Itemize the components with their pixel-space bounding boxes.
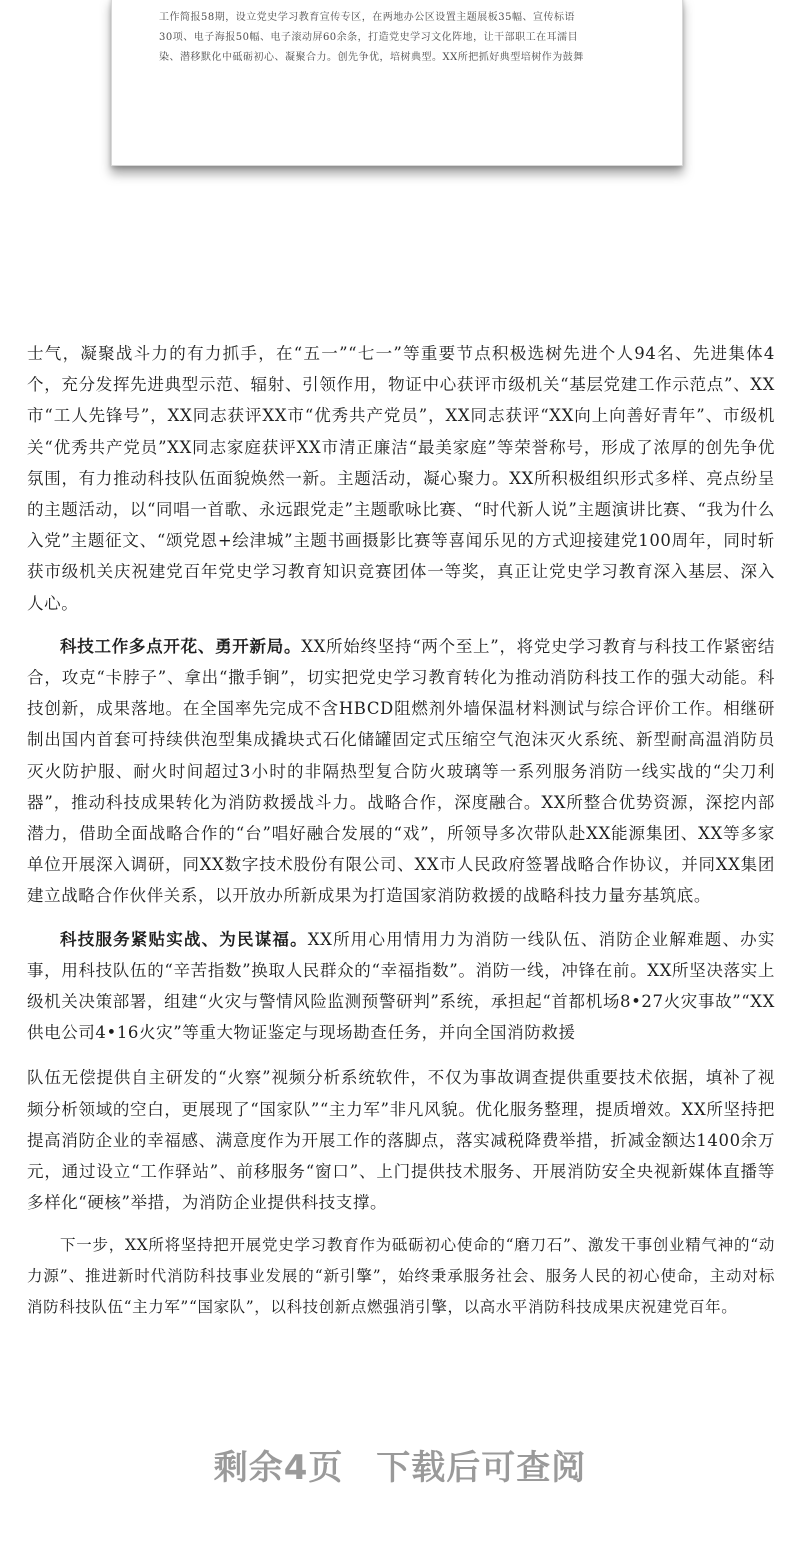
body-paragraph: 士气，凝聚战斗力的有力抓手，在“五一”“七一”等重要节点积极选树先进个人94名、先进集体4个，充分发挥先进典型示范、辐射、引领作用，物证中心获评市级机关“基层党建工作示范点”、XX市“工人先锋号”，XX同志获评XX市“优秀共产党员”，XX同志获评“XX向上向善好青年”、市级机关“优秀共产党员”XX同志家庭获评XX市清正廉洁“最美家庭”等荣誉称号，形成了浓厚的创先争优氛围，有力推动科技队伍面貌焕然一新。主题活动，凝心聚力。XX所积极组织形式多样、亮点纷呈的主题活动，以“同唱一首歌、永远跟党走”主题歌咏比赛、“时代新人说”主题演讲比赛、“我为什么入党”主题征文、“颂党恩+绘津城”主题书画摄影比赛等喜闻乐见的方式迎接建党100周年，同时斩获市级机关庆祝建党百年党史学习教育知识竞赛团体一等奖，真正让党史学习教育深入基层、深入人心。 [27, 344, 775, 613]
remaining-pages-label: 剩余4页 [213, 1448, 344, 1488]
body-paragraph [27, 924, 775, 1049]
download-prompt[interactable] [0, 1440, 800, 1489]
preview-line: 染、潜移默化中砥砺初心、凝聚合力。创先争优，培树典型。XX所把抓好典型培树作为鼓舞 [159, 52, 584, 63]
paragraph-text: XX所始终坚持“两个至上”，将党史学习教育与科技工作紧密结合，攻克“卡脖子”、拿出“撒手锏”，切实把党史学习教育转化为推动消防科技工作的强大动能。科技创新，成果落地。在全国率先完成不含HBCD阻燃剂外墙保温材料测试与综合评价工作。相继研制出国内首套可持续供泡型集成撬块式石化储罐固定式压缩空气泡沫灭火系统、新型耐高温消防员灭火防护服、耐火时间超过3小时的非隔热型复合防火玻璃等一系列服务消防一线实战的“尖刀利器”，推动科技成果转化为消防救援战斗力。战略合作，深度融合。XX所整合优势资源，深挖内部潜力，借助全面战略合作的“台”唱好融合发展的“戏”，所领导多次带队赴XX能源集团、XX等多家单位开展深入调研，同XX数字技术股份有限公司、XX市人民政府签署战略合作协议，并同XX集团建立战略合作伙伴关系，以开放办所新成果为打造国家消防救援的战略科技力量夯基筑底。 [27, 636, 776, 906]
preview-line: 工作简报58期，设立党史学习教育宣传专区，在两地办公区设置主题展板35幅、宣传标语 [159, 12, 575, 23]
document-preview-card [111, 0, 683, 166]
paragraph-lead: 科技工作多点开花、勇开新局。 [60, 636, 302, 656]
preview-line: 30项、电子海报50幅、电子滚动屏60余条，打造党史学习文化阵地，让干部职工在耳濡目 [159, 32, 579, 43]
body-paragraph [27, 631, 775, 912]
body-paragraph: 下一步，XX所将坚持把开展党史学习教育作为砥砺初心使命的“磨刀石”、激发干事创业精气神的“动力源”、推进新时代消防科技事业发展的“新引擎”，始终秉承服务社会、服务人民的初心使命，主动对标消防科技队伍“主力军”“国家队”，以科技创新点燃强消引擎，以高水平消防科技成果庆祝建党百年。 [27, 1236, 775, 1317]
body-paragraph: 队伍无偿提供自主研发的“火察”视频分析系统软件，不仅为事故调查提供重要技术依据，填补了视频分析领域的空白，更展现了“国家队”“主力军”非凡风貌。优化服务整理，提质增效。XX所坚持把提高消防企业的幸福感、满意度作为开展工作的落脚点，落实减税降费举措，折减金额达1400余万元，通过设立“工作驿站”、前移服务“窗口”、上门提供技术服务、开展消防安全央视新媒体直播等多样化“硬核”举措，为消防企业提供科技支撑。 [27, 1068, 775, 1213]
download-hint-label: 下载后可查阅 [376, 1448, 587, 1488]
paragraph-lead: 科技服务紧贴实战、为民谋福。 [60, 929, 308, 949]
document-body [27, 338, 775, 1323]
paragraph-text: XX所用心用情用力为消防一线队伍、消防企业解难题、办实事，用科技队伍的“辛苦指数”换取人民群众的“幸福指数”。消防一线，冲锋在前。XX所坚决落实上级机关决策部署，组建“火灾与警情风险监测预警研判”系统，承担起“首都机场8•27火灾事故”“XX供电公司4•16火灾”等重大物证鉴定与现场勘查任务，并向全国消防救援 [27, 929, 775, 1043]
